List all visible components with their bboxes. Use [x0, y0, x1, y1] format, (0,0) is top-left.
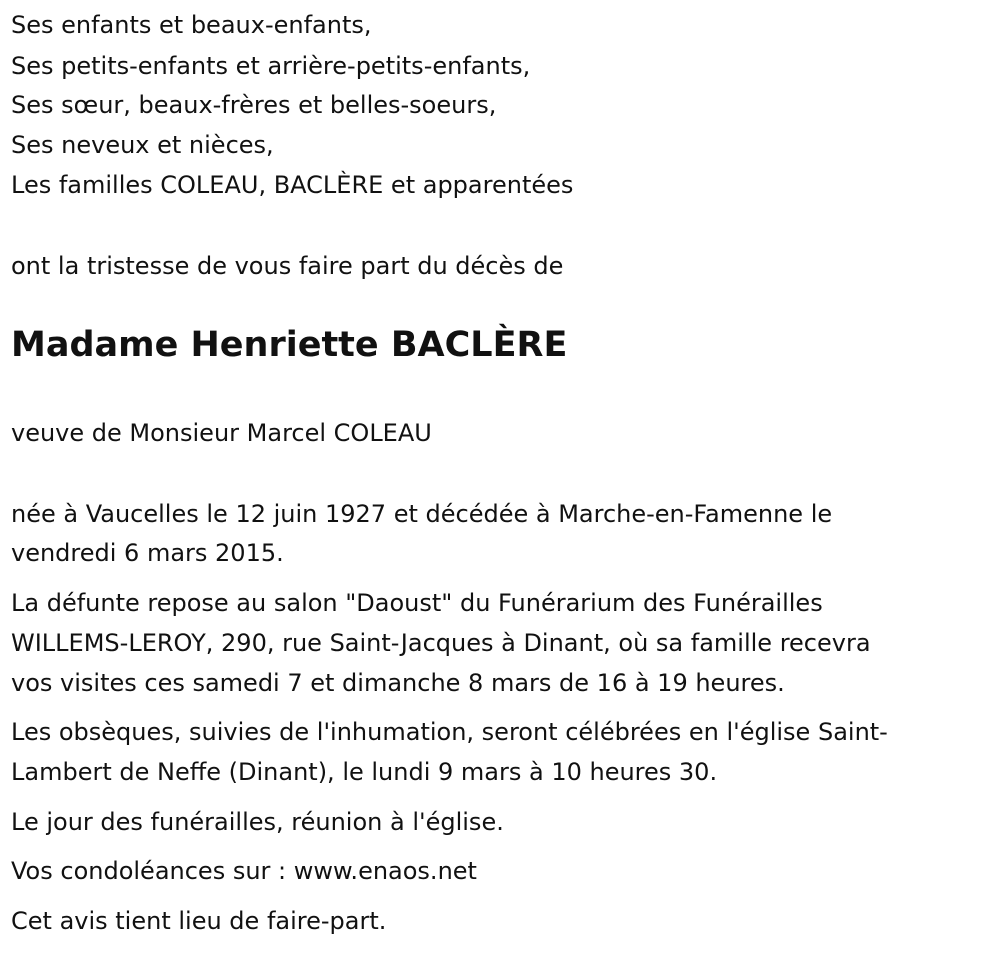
family-line-families: Les familles COLEAU, BACLÈRE et apparentées — [11, 171, 574, 199]
condolences-text: Vos condoléances sur : www.enaos.net — [11, 857, 477, 885]
family-line-nephews: Ses neveux et nièces, — [11, 131, 274, 159]
rest-line-3: vos visites ces samedi 7 et dimanche 8 mars de 16 à 19 heures. — [11, 669, 785, 697]
rest-line-1: La défunte repose au salon "Daoust" du Funérarium des Funérailles — [11, 589, 823, 617]
birth-death-line-2: vendredi 6 mars 2015. — [11, 539, 284, 567]
notice-text: Cet avis tient lieu de faire-part. — [11, 907, 387, 935]
family-line-siblings: Ses sœur, beaux-frères et belles-soeurs, — [11, 91, 497, 119]
funeral-line-2: Lambert de Neffe (Dinant), le lundi 9 mars à 10 heures 30. — [11, 758, 718, 786]
rest-line-2: WILLEMS-LEROY, 290, rue Saint-Jacques à Dinant, où sa famille recevra — [11, 629, 871, 657]
deceased-name: Madame Henriette BACLÈRE — [11, 325, 568, 365]
family-line-children: Ses enfants et beaux-enfants, — [11, 11, 372, 39]
family-line-grandchildren: Ses petits-enfants et arrière-petits-enfants, — [11, 52, 531, 80]
birth-death-line-1: née à Vaucelles le 12 juin 1927 et décédée à Marche-en-Famenne le — [11, 500, 833, 528]
funeral-line-1: Les obsèques, suivies de l'inhumation, seront célébrées en l'église Saint- — [11, 718, 888, 746]
announcement-text: ont la tristesse de vous faire part du décès de — [11, 252, 564, 280]
widow-of-text: veuve de Monsieur Marcel COLEAU — [11, 419, 432, 447]
meeting-text: Le jour des funérailles, réunion à l'église. — [11, 808, 504, 836]
